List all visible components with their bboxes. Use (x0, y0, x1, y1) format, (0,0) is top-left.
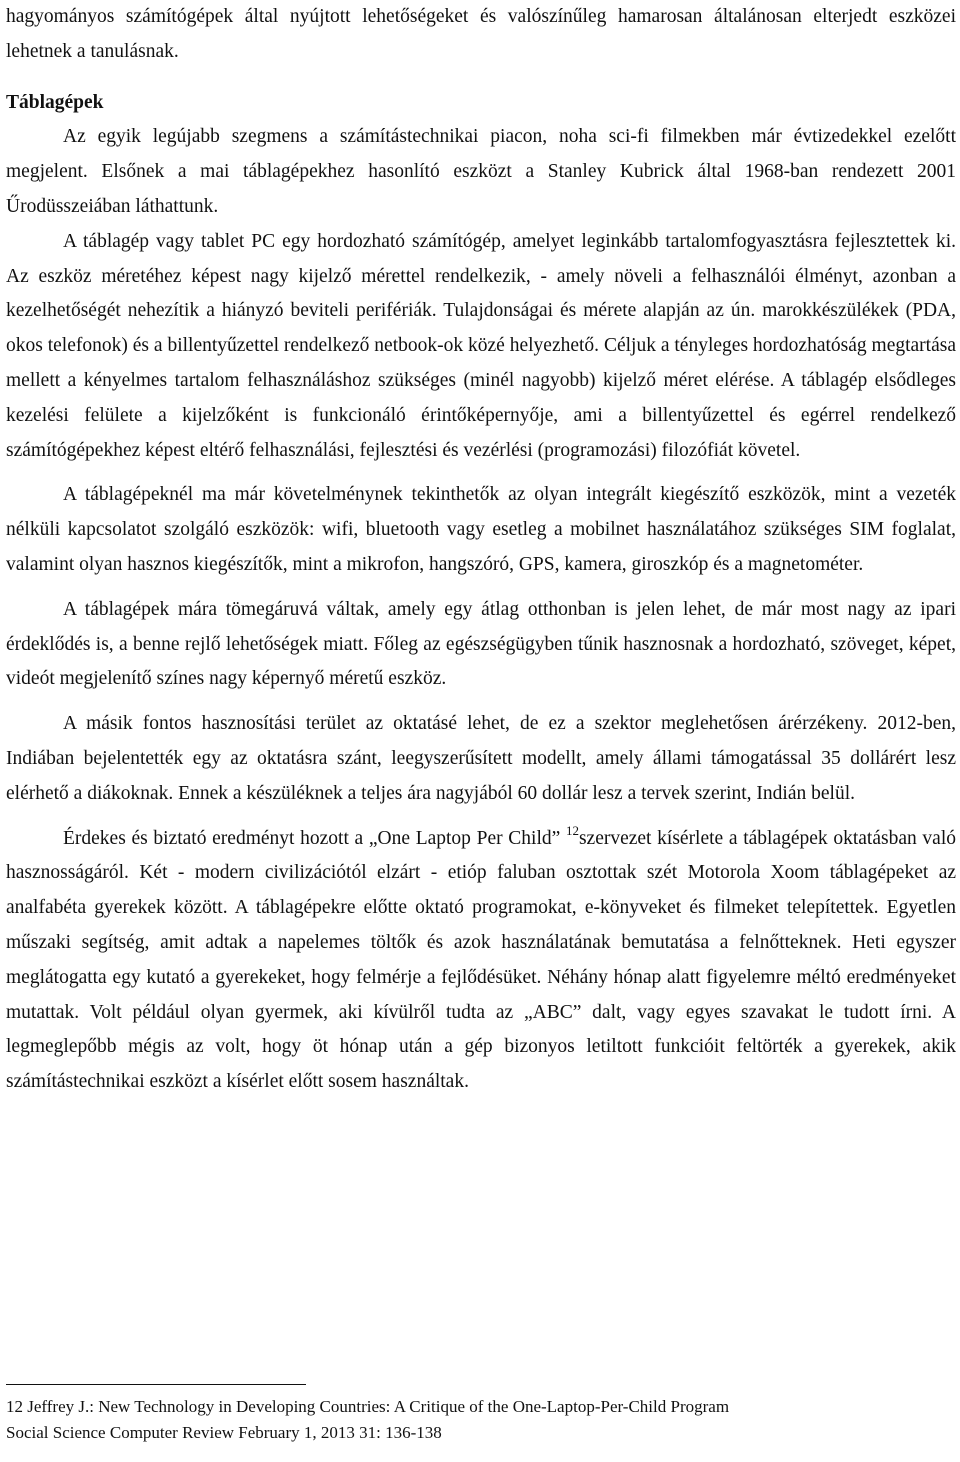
footnote-reference[interactable]: 12 (565, 822, 579, 838)
paragraph-5: A másik fontos hasznosítási terület az oktatásé lehet, de ez a szektor meglehetősen árérzékeny. 2012-ben, Indiában bejelentették egy az oktatásra szánt, leegyszerűsített modellt, amely állami támogatással 35 dollárért lesz elérhető a diákoknak. Ennek a készüléknek a teljes ára nagyjából 60 dollár lesz a tervek szerint, Indián belül. (6, 713, 956, 804)
paragraph-4: A táblagépek mára tömegáruvá váltak, amely egy átlag otthonban is jelen lehet, de már most nagy az ipari érdeklődés is, a benne rejlő lehetőségek miatt. Főleg az egészségügyben tűnik hasznosnak a hordozható, szöveget, képet, videót megjelenítő színes nagy képernyő méretű eszköz. (6, 598, 956, 690)
footnote-separator (6, 1384, 306, 1385)
olpc-text-after: szervezet kísérlete a táblagépek oktatásban való hasznosságáról. Két - modern civilizációtól elzárt - etióp faluban osztottak szét Motorola Xoom táblagépeket az analfabéta gyerekek között. A táblagépekre előtte oktató programokat, e-könyveket és filmeket telepítettek. Egyetlen műszaki segítség, amit adtak a napelemes töltők és azok használatának bemutatása a felnőtteknek. Heti egyszer meglátogatta egy kutató a gyerekeket, hogy felmérje a fejlődésüket. Néhány hónap alatt figyelemre méltó eredményeket mutattak. Volt például olyan gyermek, aki kívülről tudta az „ABC” dalt, vagy egyes szavakat le tudott írni. A legmeglepőbb mégis az volt, hogy öt hónap után a gép bizonyos letiltott funkcióit feltörték a gyerekek, akik számítástechnikai eszközt a kísérlet előtt sosem használtak. (6, 827, 956, 1093)
intro-paragraph: hagyományos számítógépek által nyújtott lehetőségeket és valószínűleg hamarosan általánosan elterjedt eszközei lehetnek a tanulásnak. (6, 6, 956, 62)
olpc-text-before: Érdekes és biztató eredményt hozott a „One Laptop Per Child” (63, 827, 566, 849)
paragraph-1: Az egyik legújabb szegmens a számítástechnikai piacon, noha sci-fi filmekben már évtizedekkel ezelőtt megjelent. Elsőnek a mai táblagépekhez hasonlító eszközt a Stanley Kubrick által 1968-ban rendezett 2001 Űrodüsszeiában láthattunk. (6, 126, 956, 217)
paragraph-2: A táblagép vagy tablet PC egy hordozható számítógép, amelyet leginkább tartalomfogyasztásra fejlesztettek ki. Az eszköz méretéhez képest nagy kijelző mérettel rendelkezik, - amely növeli a felhasználói élményt, azonban a kezelhetőségét nehezítik a hiányzó beviteli perifériák. Tulajdonságai és mérete alapján az ún. marokkészülékek (PDA, okos telefonok) és a billentyűzettel rendelkező netbook-ok közé helyezhető. Céljuk a tényleges hordozhatóság megtartása mellett a kényelmes tartalom felhasználáshoz szükséges (minél nagyobb) kijelző méret elérése. A táblagép elsődleges kezelési felülete a kijelzőként is funkcionáló érintőképernyője, ami a billentyűzettel és egérrel rendelkező számítógépekhez képest eltérő felhasználási, fejlesztési és vezérlési (programozási) filozófiát követel. (6, 230, 956, 461)
footnote-line-1: 12 Jeffrey J.: New Technology in Developing Countries: A Critique of the One-Laptop-Per-Child Program (6, 1397, 730, 1416)
paragraph-olpc (6, 822, 956, 1100)
document-page (6, 0, 956, 1100)
footnote-line-2: Social Science Computer Review February 1, 2013 31: 136-138 (6, 1423, 442, 1442)
paragraph-3: A táblagépeknél ma már követelménynek tekinthetők az olyan integrált kiegészítő eszközök, mint a vezeték nélküli kapcsolatot szolgáló eszközök: wifi, bluetooth vagy esetleg a mobilnet használatához szükséges SIM foglalat, valamint olyan hasznos kiegészítők, mint a mikrofon, hangszóró, GPS, kamera, giroszkóp és a magnetométer. (6, 484, 956, 575)
footnote-area (6, 1394, 956, 1446)
section-heading: Táblagépek (6, 91, 104, 113)
